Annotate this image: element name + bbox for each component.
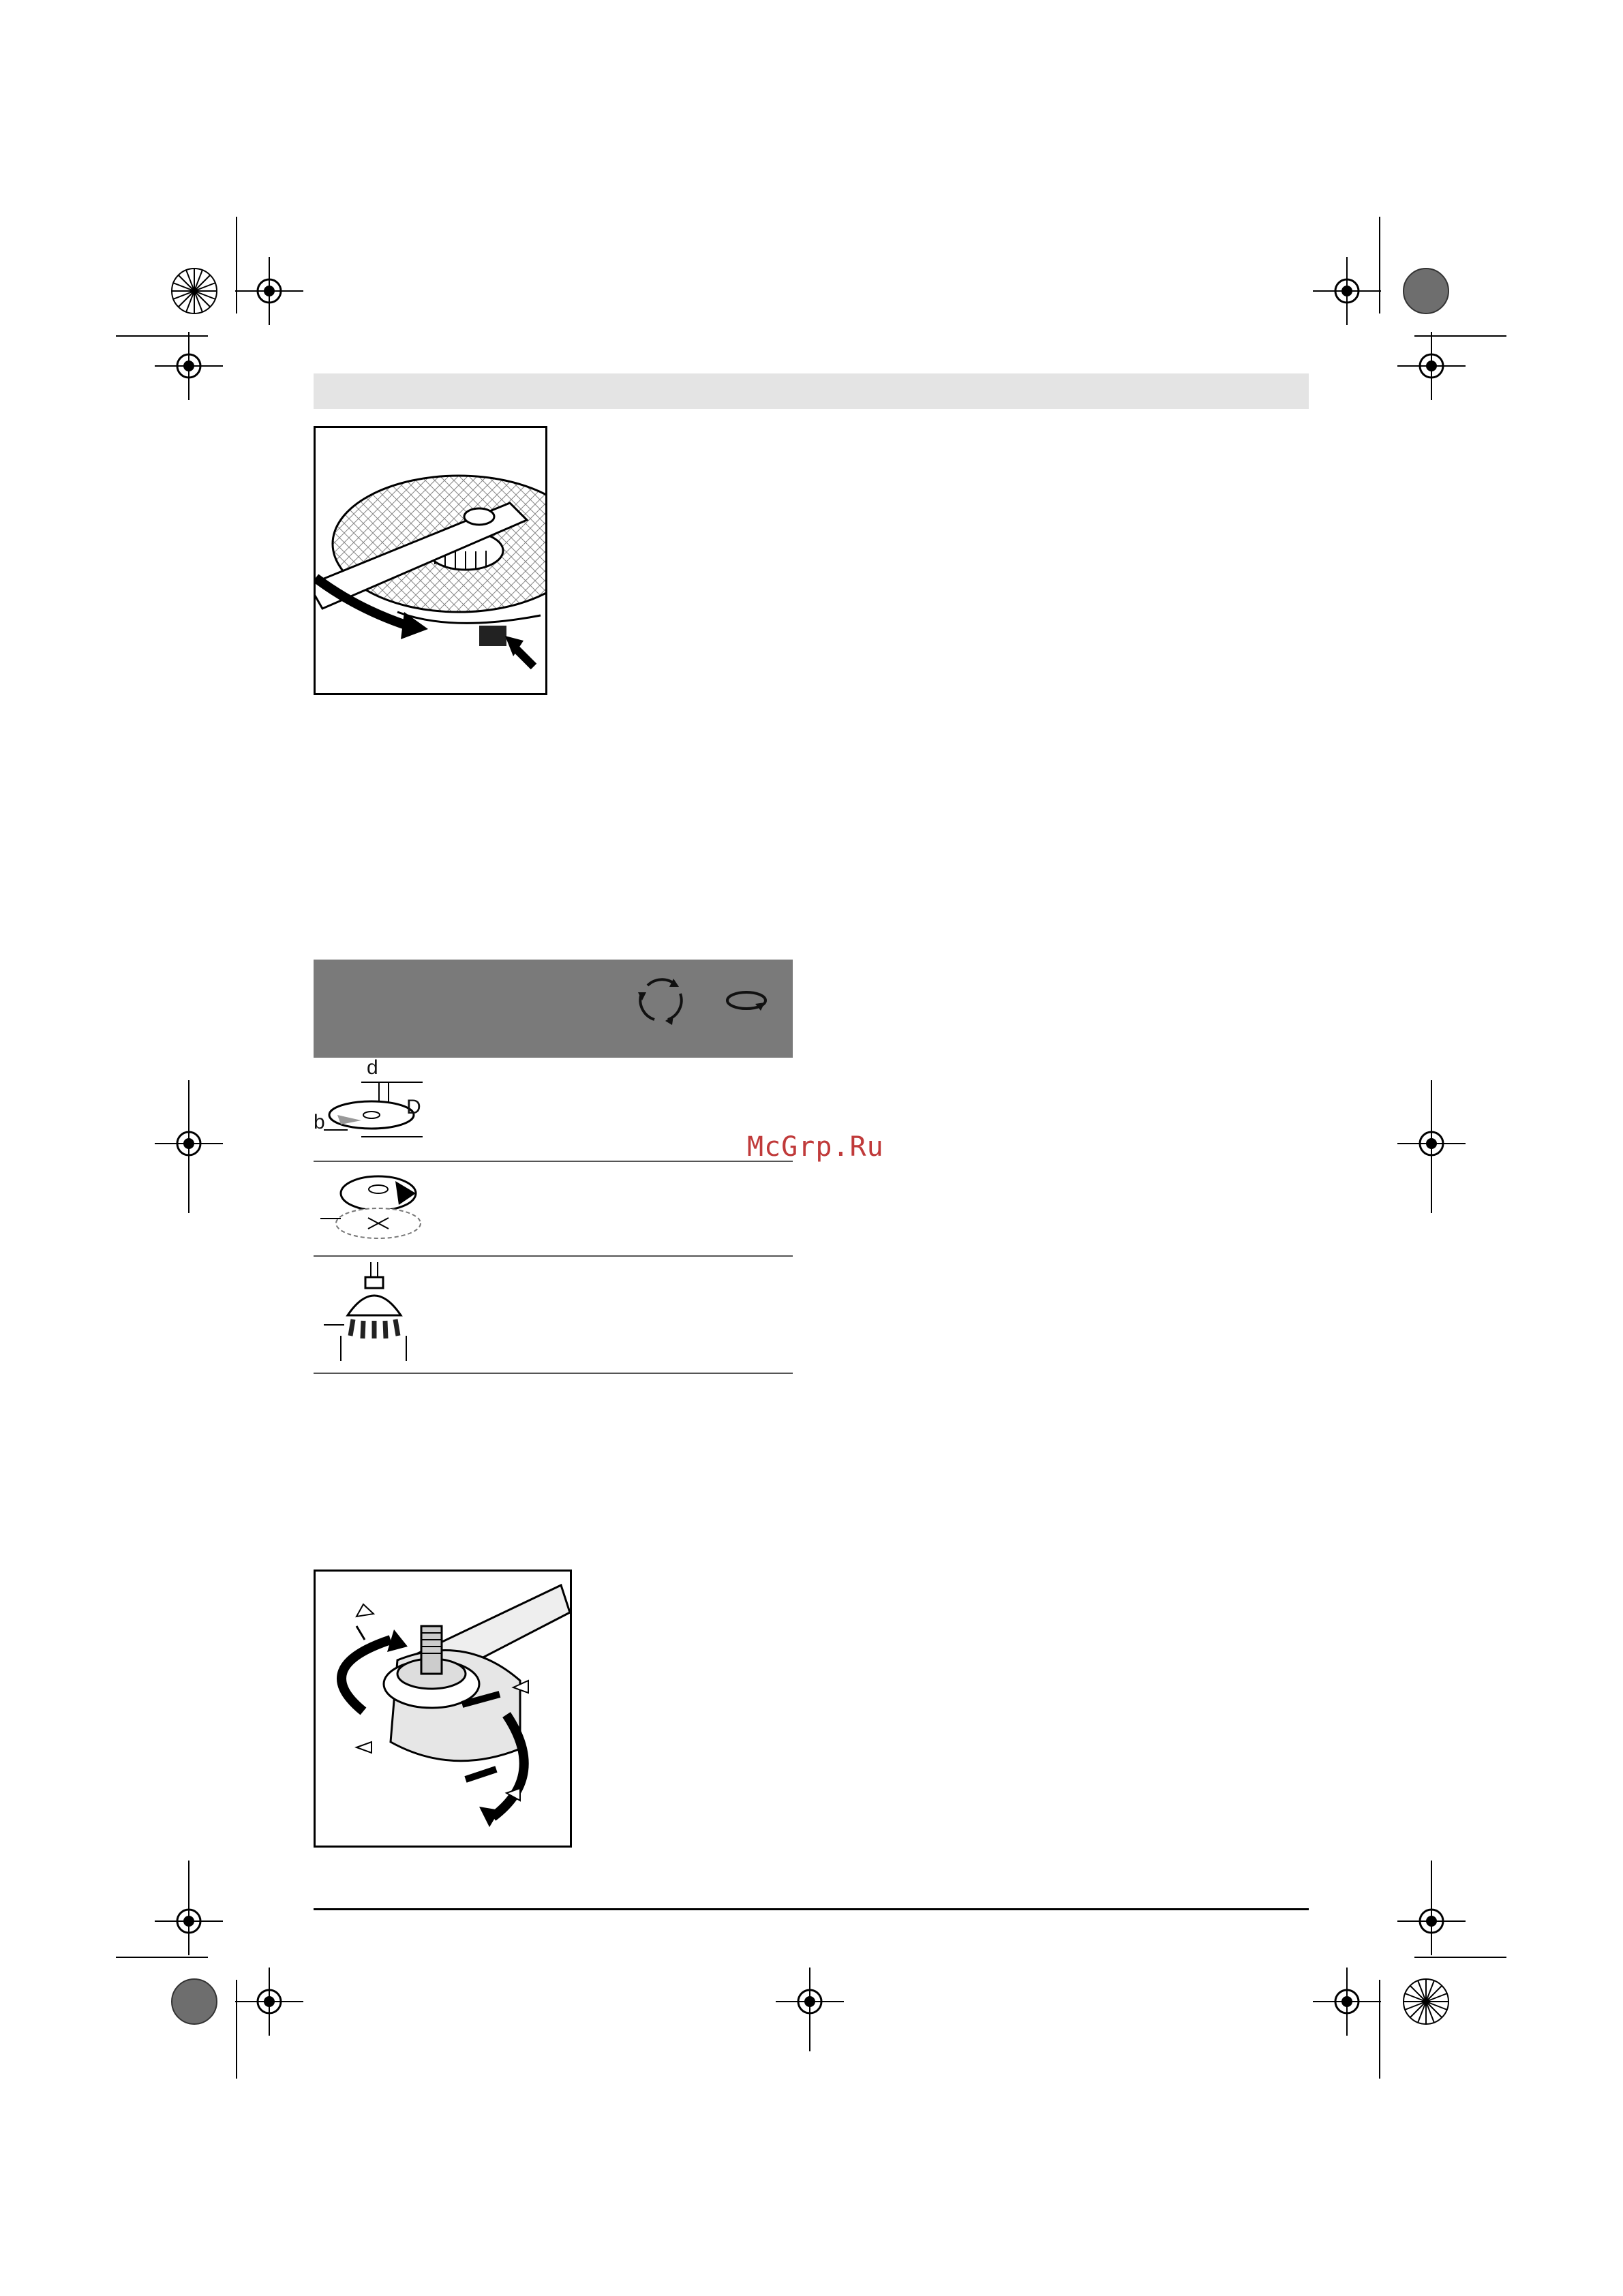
wrench-on-disc-icon [316,428,545,693]
header-band [314,373,1309,409]
figure-disc-spanner [314,426,547,695]
table-row [314,1058,793,1162]
watermark: McGrp.Ru [747,1131,884,1163]
rotation-ring-icon [723,983,770,1017]
table-header [314,960,793,1058]
recycling-arrows-icon [634,972,688,1026]
table-row [314,1162,793,1257]
dimension-label-D: D [406,1096,421,1118]
table-row [314,1257,793,1374]
figure-gear-head [314,1570,572,1848]
cup-brush-icon [320,1262,436,1368]
accessories-table [314,960,793,1374]
footer-rule [314,1908,1309,1910]
gear-head-rotation-icon [316,1572,570,1846]
dimension-label-d: d [367,1056,378,1079]
flap-disc-icon [320,1167,436,1253]
dimension-label-b: b [314,1111,325,1133]
